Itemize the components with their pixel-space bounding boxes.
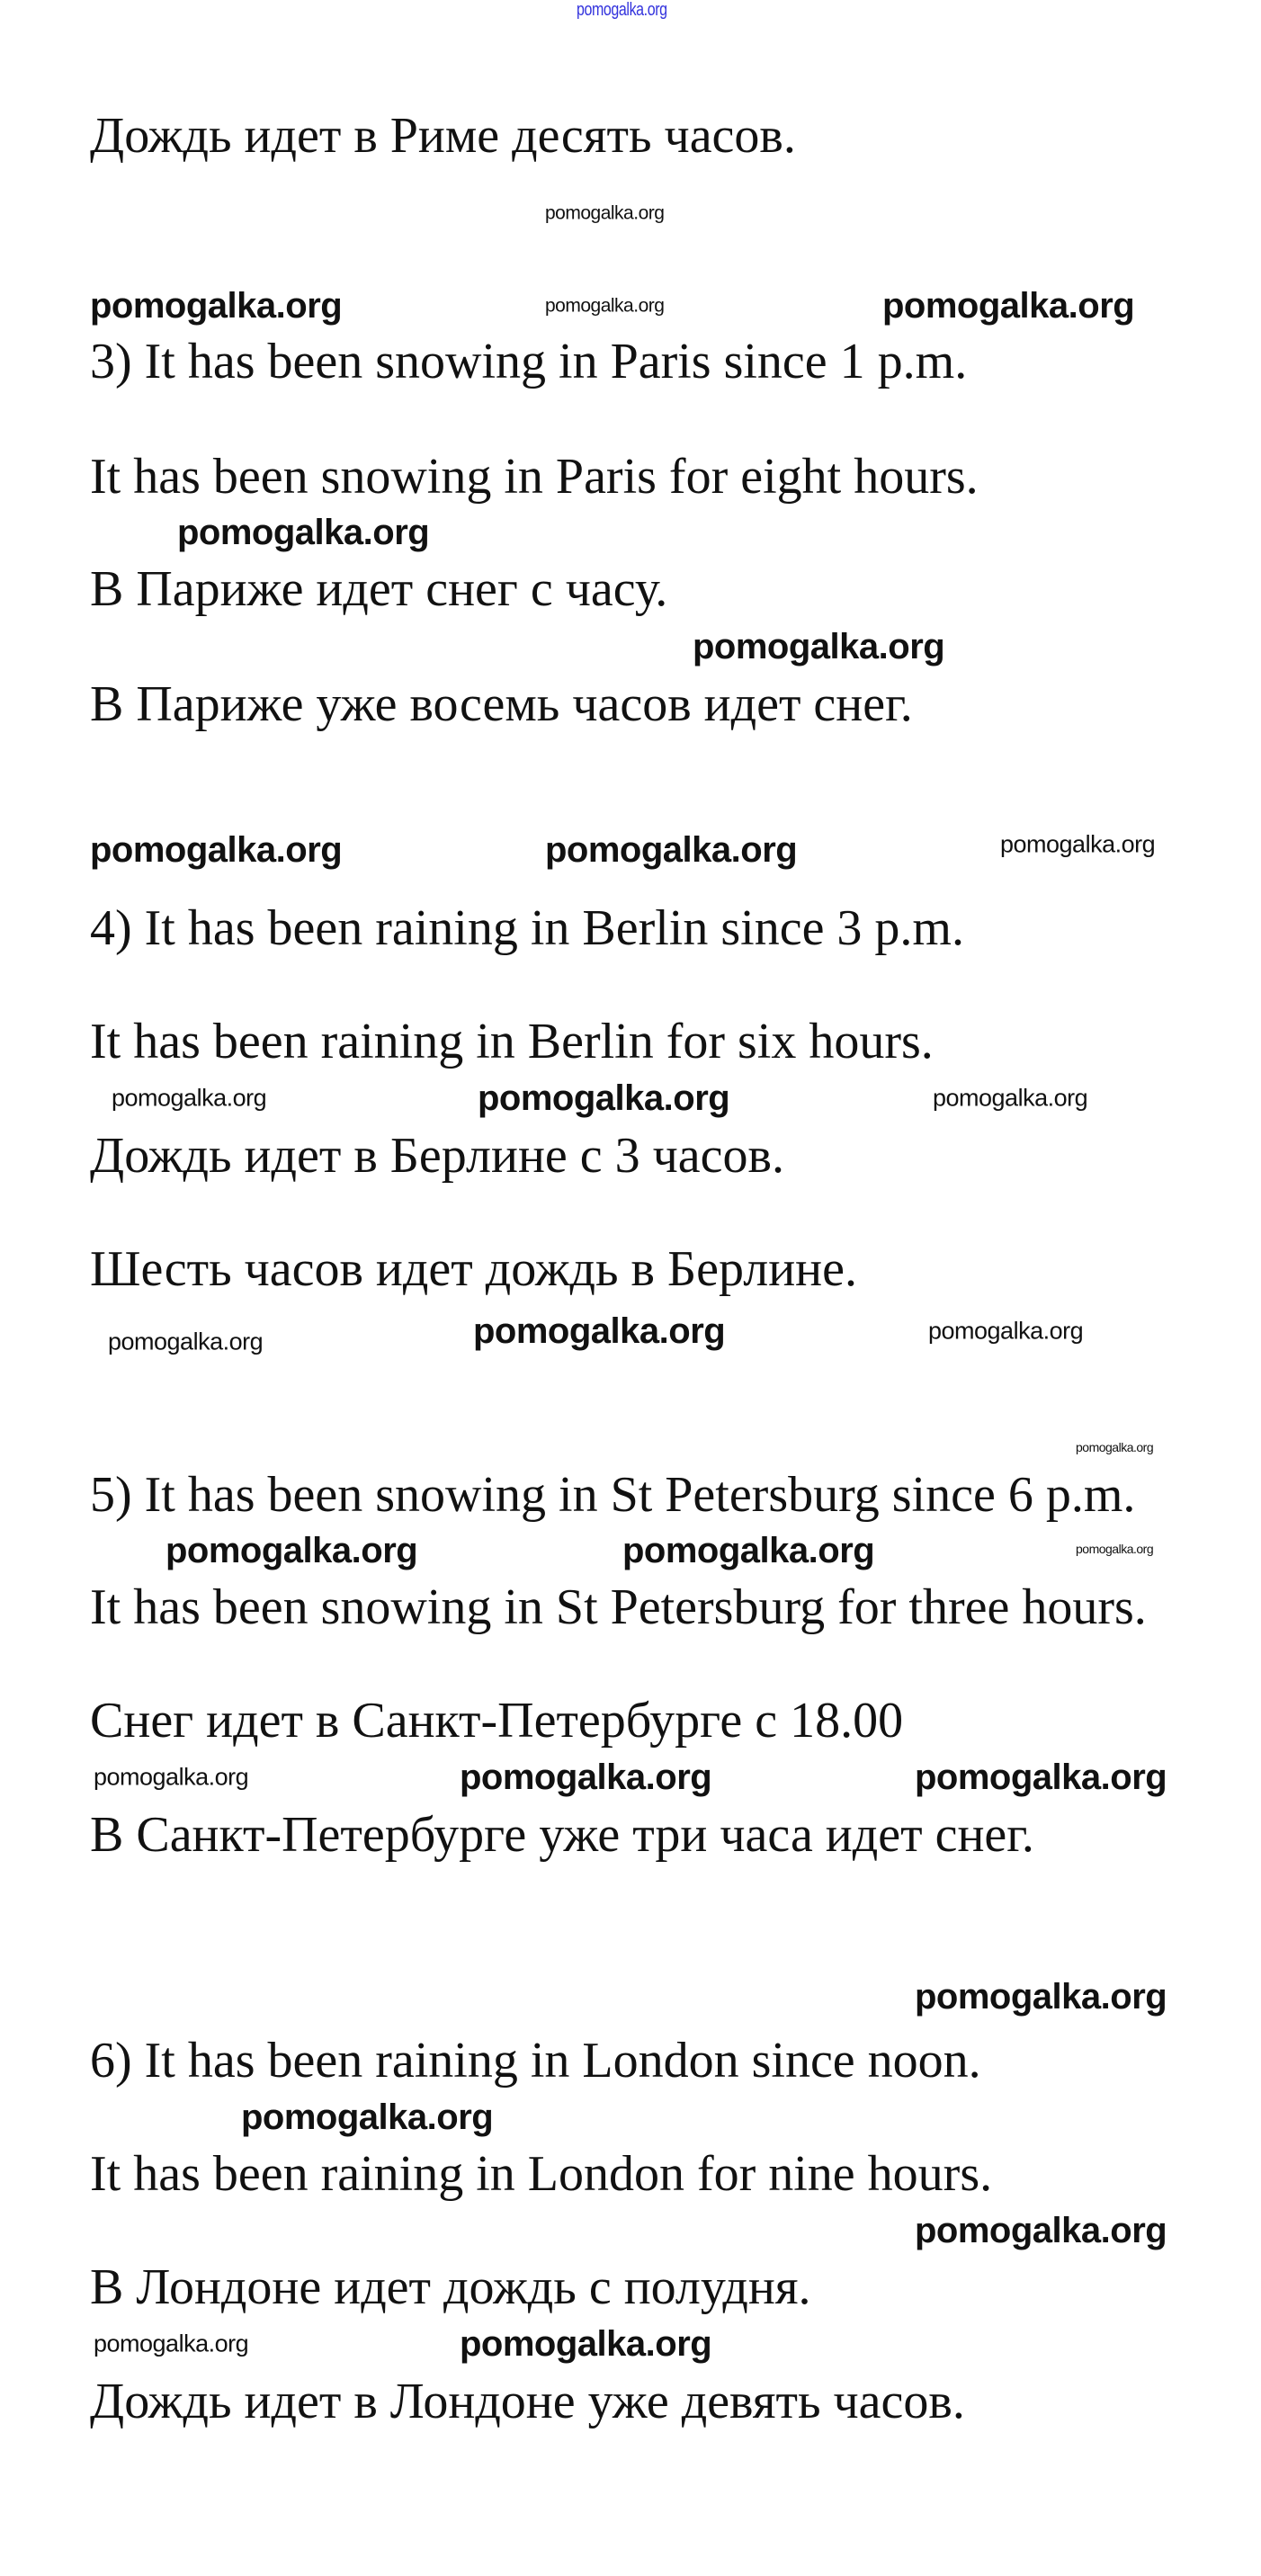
text-line: It has been snowing in St Petersburg for three hours. <box>90 1579 1147 1635</box>
text-line: В Париже уже восемь часов идет снег. <box>90 676 913 732</box>
watermark: pomogalka.org <box>915 1977 1167 2017</box>
watermark: pomogalka.org <box>108 1328 264 1355</box>
watermark: pomogalka.org <box>882 286 1135 326</box>
watermark: pomogalka.org <box>94 2330 249 2357</box>
watermark: pomogalka.org <box>1076 1542 1154 1556</box>
text-line: 3) It has been snowing in Paris since 1 p.m. <box>90 334 968 389</box>
text-line: Снег идет в Санкт-Петербурге с 18.00 <box>90 1693 904 1749</box>
watermark: pomogalka.org <box>177 513 430 552</box>
text-line: 6) It has been raining in London since noon. <box>90 2033 981 2089</box>
watermark: pomogalka.org <box>933 1084 1088 1112</box>
watermark: pomogalka.org <box>241 2097 494 2137</box>
watermark-header-link[interactable]: pomogalka.org <box>577 0 667 20</box>
text-line: В Париже идет снег с часу. <box>90 561 668 617</box>
watermark: pomogalka.org <box>915 2211 1167 2250</box>
watermark: pomogalka.org <box>693 627 945 666</box>
text-line: It has been raining in London for nine hours. <box>90 2146 993 2202</box>
text-line: Дождь идет в Риме десять часов. <box>90 108 796 164</box>
watermark: pomogalka.org <box>545 295 665 317</box>
text-line: В Лондоне идет дождь с полудня. <box>90 2259 811 2315</box>
text-line: 5) It has been snowing in St Petersburg since 6 p.m. <box>90 1467 1136 1523</box>
text-line: Шесть часов идет дождь в Берлине. <box>90 1241 857 1297</box>
watermark: pomogalka.org <box>1000 830 1156 858</box>
text-line: Дождь идет в Лондоне уже девять часов. <box>90 2374 965 2429</box>
watermark: pomogalka.org <box>90 286 343 326</box>
text-line: It has been snowing in Paris for eight hours. <box>90 449 979 505</box>
watermark: pomogalka.org <box>622 1531 875 1570</box>
watermark: pomogalka.org <box>545 830 798 870</box>
text-line: В Санкт-Петербурге уже три часа идет снег. <box>90 1807 1034 1863</box>
text-line: 4) It has been raining in Berlin since 3 p.m. <box>90 900 964 956</box>
watermark: pomogalka.org <box>90 830 343 870</box>
watermark: pomogalka.org <box>928 1317 1084 1345</box>
watermark: pomogalka.org <box>473 1311 726 1351</box>
watermark: pomogalka.org <box>460 2324 712 2364</box>
watermark: pomogalka.org <box>165 1531 418 1570</box>
watermark: pomogalka.org <box>460 1758 712 1797</box>
watermark: pomogalka.org <box>478 1078 730 1118</box>
text-line: Дождь идет в Берлине с 3 часов. <box>90 1128 784 1184</box>
text-line: It has been raining in Berlin for six hours. <box>90 1014 934 1069</box>
watermark: pomogalka.org <box>1076 1440 1154 1454</box>
watermark: pomogalka.org <box>112 1084 267 1112</box>
watermark: pomogalka.org <box>545 202 665 224</box>
watermark: pomogalka.org <box>94 1763 249 1791</box>
watermark: pomogalka.org <box>915 1758 1167 1797</box>
